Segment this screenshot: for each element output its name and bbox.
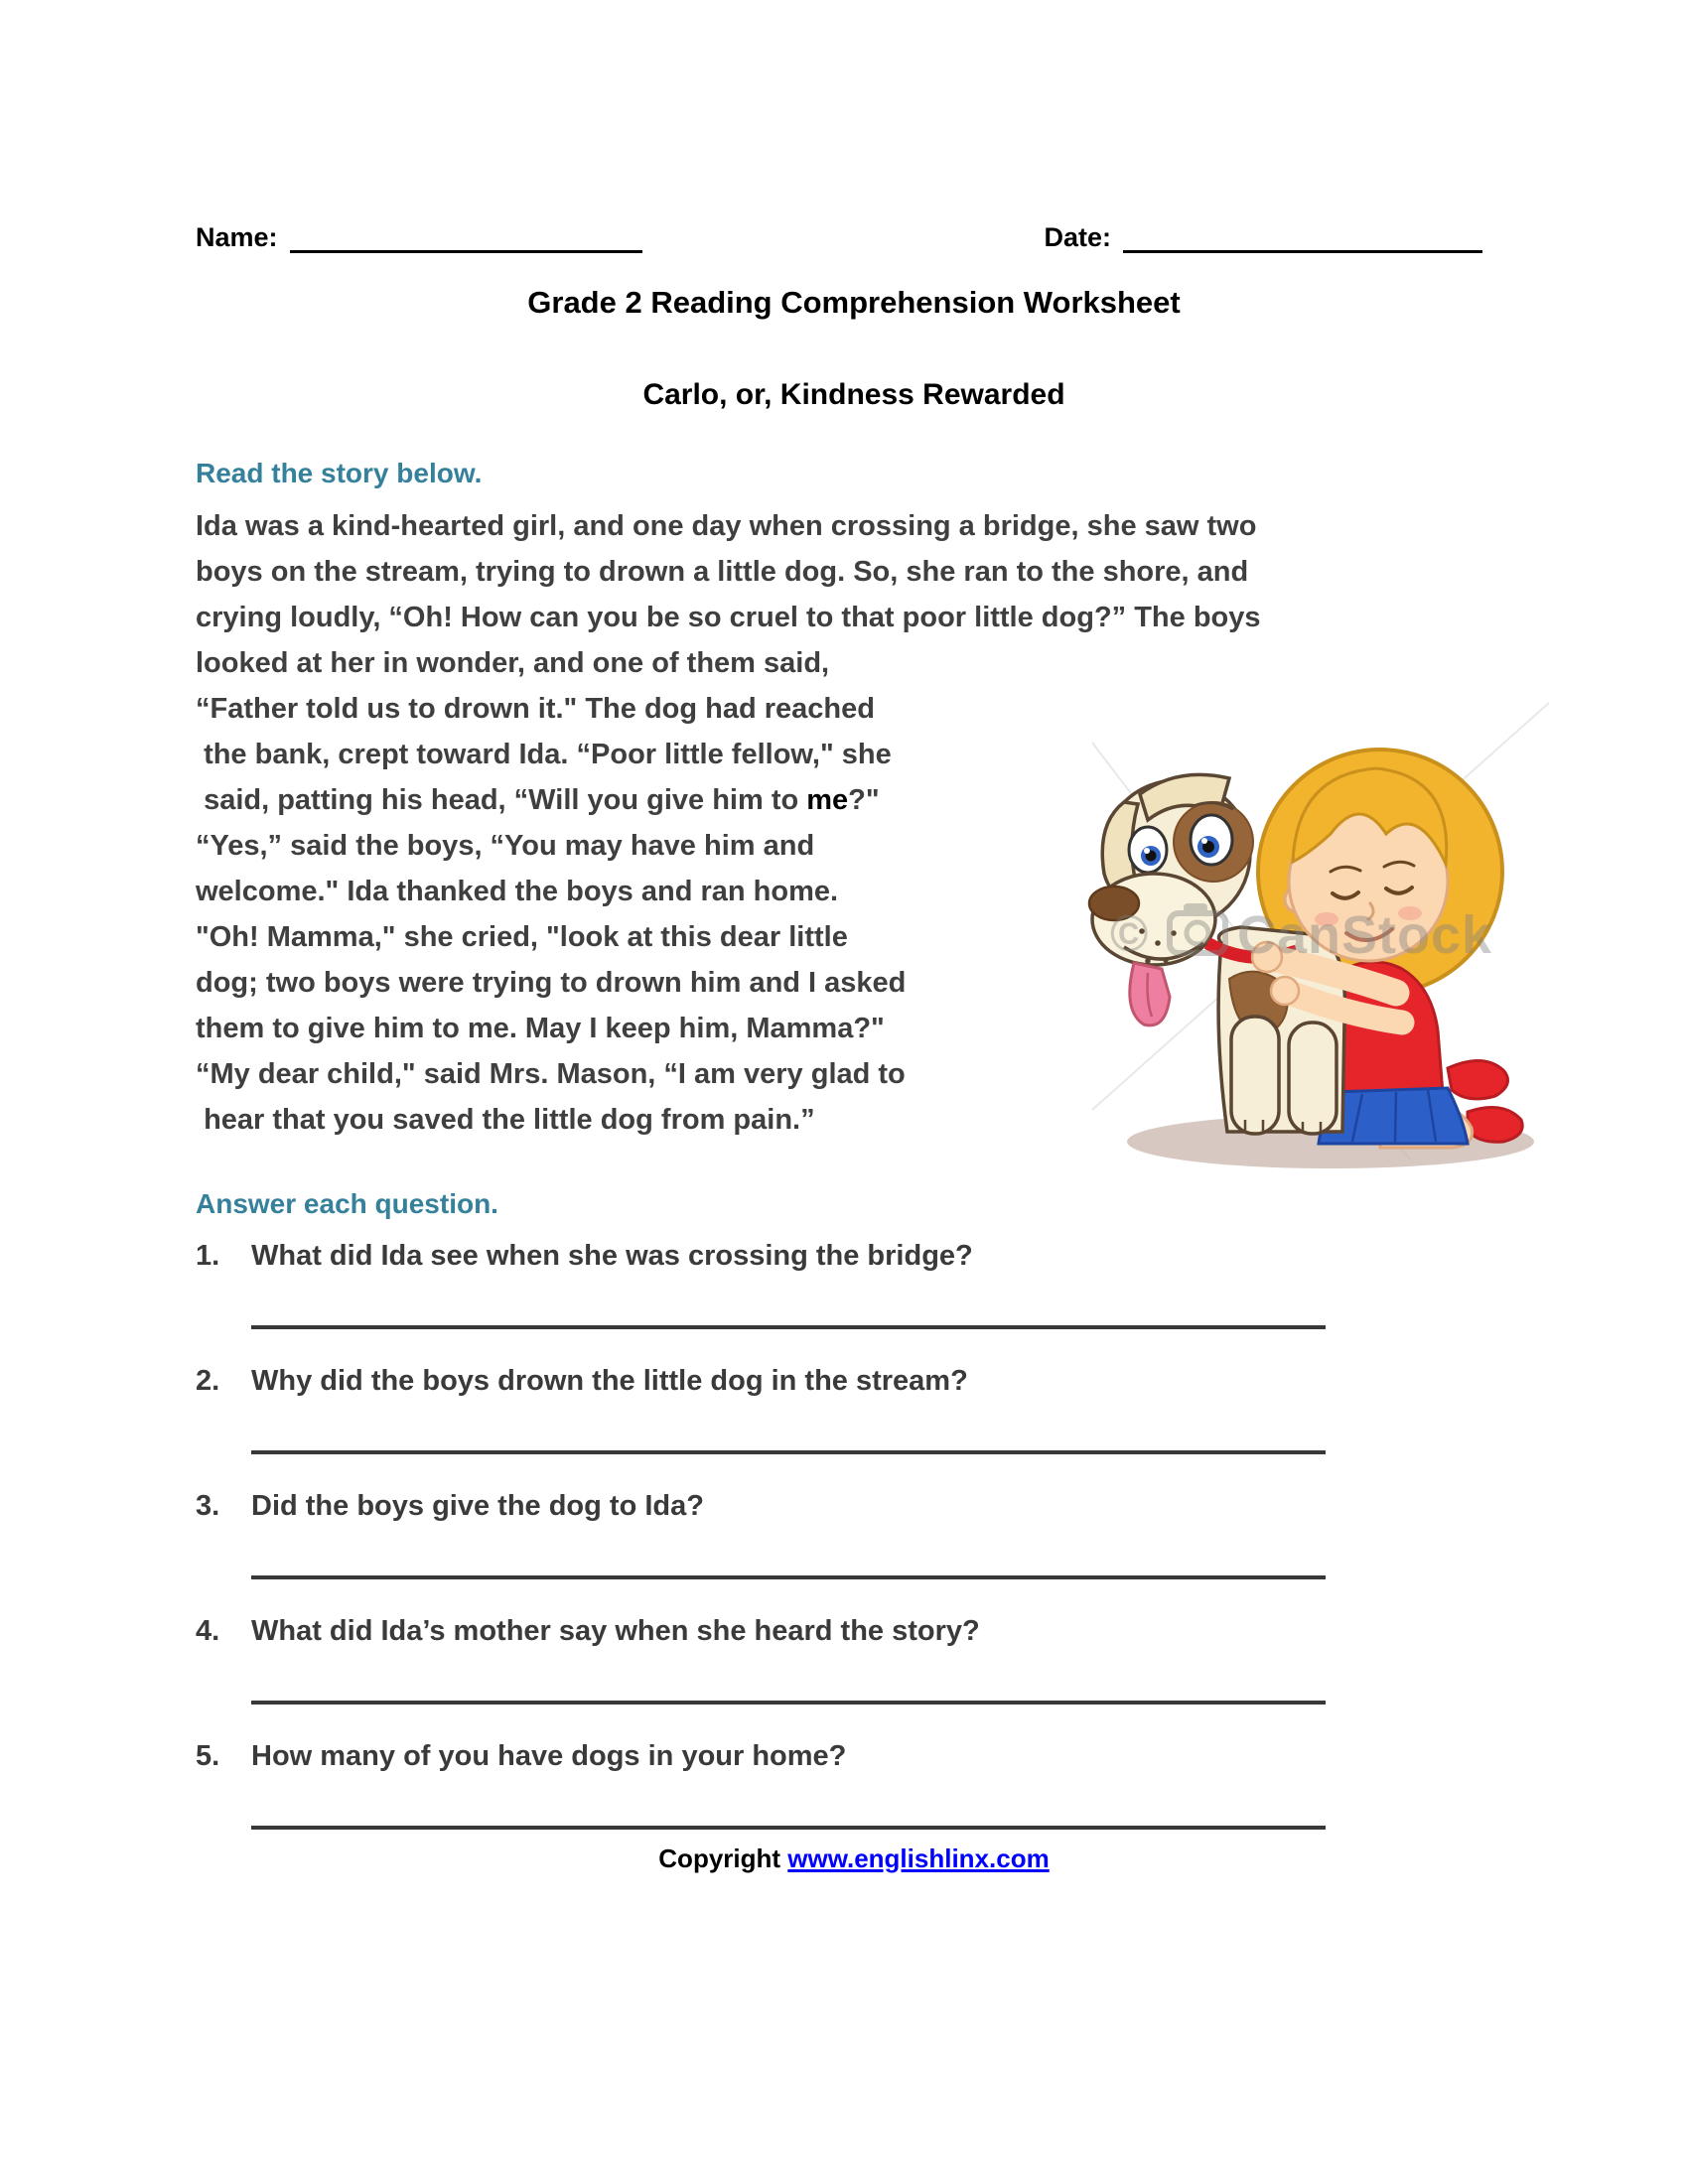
story-line: Ida was a kind-hearted girl, and one day when crossing a bridge, she saw two: [196, 510, 1257, 542]
question-item: [196, 1363, 1512, 1454]
question-text: Why did the boys drown the little dog in the stream?: [251, 1365, 968, 1397]
question-text: How many of you have dogs in your home?: [251, 1740, 847, 1772]
question-text: What did Ida see when she was crossing the bridge?: [251, 1240, 973, 1272]
story-line: “Father told us to drown it." The dog had reached: [196, 693, 875, 725]
read-story-heading: Read the story below.: [196, 458, 483, 488]
copyright-link[interactable]: www.englishlinx.com: [787, 1843, 1050, 1873]
girl-hugging-dog-illustration: [1082, 683, 1559, 1179]
question-text: What did Ida’s mother say when she heard the story?: [251, 1615, 980, 1647]
question-number: 3.: [196, 1490, 220, 1522]
story-line: dog; two boys were trying to drown him and I asked: [196, 967, 907, 999]
copyright-label: Copyright: [658, 1843, 788, 1873]
answer-questions-heading: Answer each question.: [196, 1188, 498, 1219]
worksheet-title: Grade 2 Reading Comprehension Worksheet: [527, 285, 1181, 320]
story-line: "Oh! Mamma," she cried, "look at this dear little: [196, 921, 848, 953]
answer-blank-line: [251, 1826, 1326, 1830]
question-number: 2.: [196, 1365, 220, 1397]
date-blank-line: [1123, 223, 1482, 253]
header-row: [196, 222, 1512, 253]
story-line: looked at her in wonder, and one of them said,: [196, 647, 830, 679]
date-label: Date:: [1044, 222, 1111, 252]
question-item: [196, 1238, 1512, 1329]
question-number: 5.: [196, 1740, 220, 1772]
name-label: Name:: [196, 222, 278, 252]
story-line: crying loudly, “Oh! How can you be so cruel to that poor little dog?” The boys: [196, 602, 1261, 633]
story-line: “My dear child," said Mrs. Mason, “I am very glad to: [196, 1058, 906, 1090]
question-item: [196, 1488, 1512, 1579]
story-line: said, patting his head, “Will you give him to me?": [196, 784, 880, 816]
story-line: hear that you saved the little dog from pain.”: [196, 1104, 815, 1136]
svg-text:CanStock: CanStock: [1237, 905, 1493, 965]
answer-blank-line: [251, 1701, 1326, 1705]
svg-text:©: ©: [1110, 905, 1149, 963]
date-field-group: [1044, 222, 1482, 253]
name-blank-line: [290, 223, 642, 253]
answer-blank-line: [251, 1325, 1326, 1329]
story-title: Carlo, or, Kindness Rewarded: [642, 378, 1065, 411]
story-line: them to give him to me. May I keep him, Mamma?": [196, 1013, 885, 1044]
answer-blank-line: [251, 1575, 1326, 1579]
copyright-footer: [196, 1843, 1512, 1874]
story-line: boys on the stream, trying to drown a little dog. So, she ran to the shore, and: [196, 556, 1249, 588]
story-line: the bank, crept toward Ida. “Poor little fellow," she: [196, 739, 892, 770]
story-line: “Yes,” said the boys, “You may have him and: [196, 830, 815, 862]
question-number: 4.: [196, 1615, 220, 1647]
name-field-group: [196, 222, 642, 253]
story-line: welcome." Ida thanked the boys and ran home.: [196, 876, 839, 907]
question-item: [196, 1738, 1512, 1830]
question-number: 1.: [196, 1240, 220, 1272]
question-item: [196, 1613, 1512, 1705]
questions-list: [196, 1238, 1512, 1830]
answer-blank-line: [251, 1450, 1326, 1454]
question-text: Did the boys give the dog to Ida?: [251, 1490, 704, 1522]
